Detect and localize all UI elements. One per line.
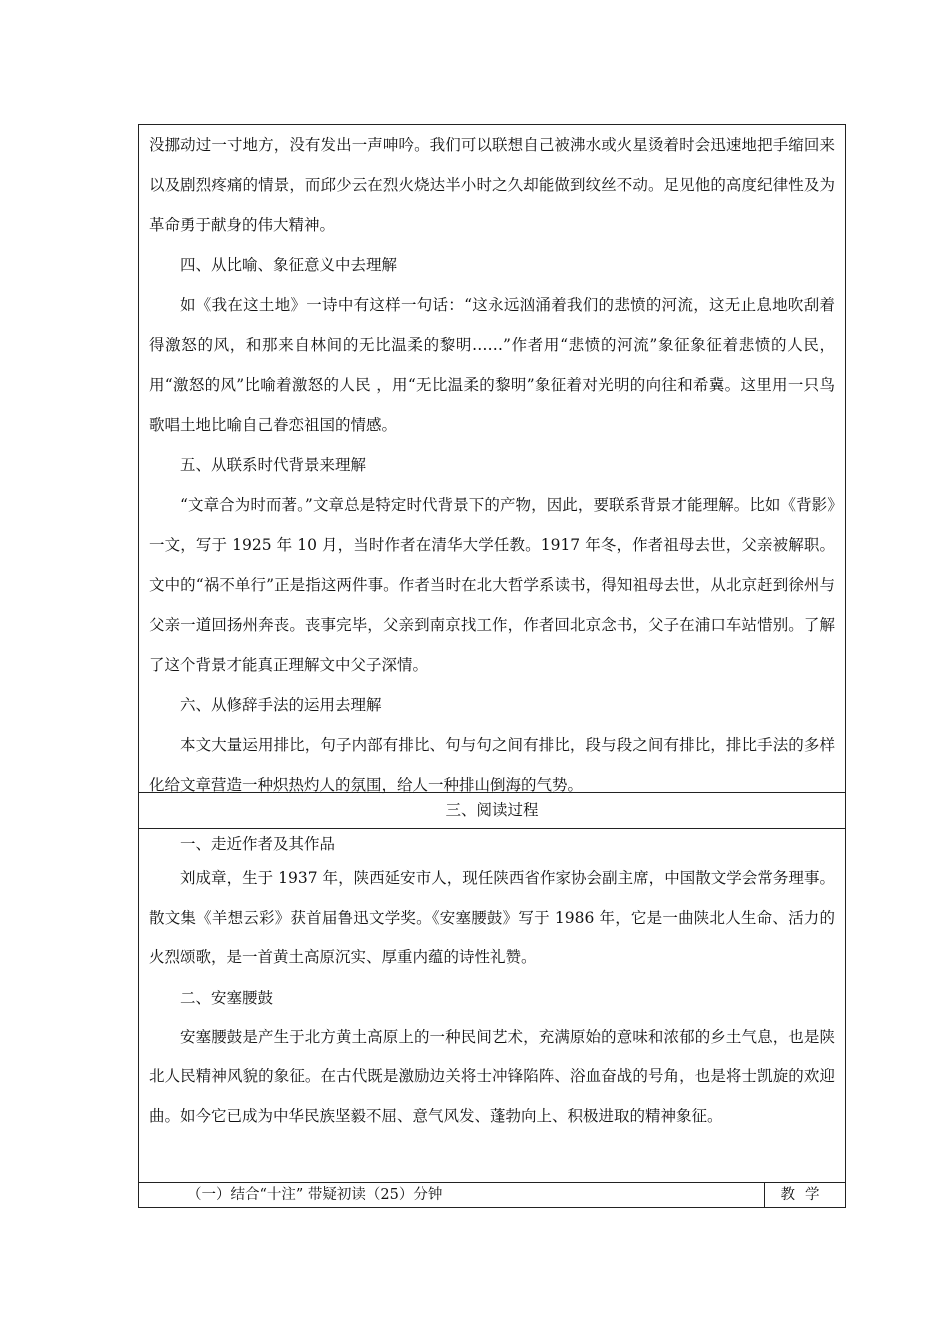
paragraph-background: “文章合为时而著。”文章总是特定时代背景下的产物，因此，要联系背景才能理解。比如《背影》一文，写于 1925 年 10 月，当时作者在清华大学任教。1917 年冬，作者祖母去世，父亲被解职。文中的“祸不单行”正是指这两件事。作者当时在北大哲学系读书，得知祖母去世，从北京赶到徐州与父亲一道回扬州奔丧。丧事完毕，父亲到南京找工作，作者回北京念书，父子在浦口车站惜别。了解了这个背景才能真正理解文中父子深情。 <box>149 496 835 674</box>
section-title-row <box>138 792 846 828</box>
paragraph-ansai: 安塞腰鼓是产生于北方黄土高原上的一种民间艺术，充满原始的意味和浓郁的乡土气息，也是陕北人民精神风貌的象征。在古代既是激励边关将士冲锋陷阵、浴血奋战的号角，也是将士凯旋的欢迎曲。如今它已成为中华民族坚毅不屈、意气风发、蓬勃向上、积极进取的精神象征。 <box>149 1027 835 1125</box>
table-footer-row <box>138 1182 846 1208</box>
heading-ansai: 二、安塞腰鼓 <box>180 988 274 1007</box>
heading-metaphor: 四、从比喻、象征意义中去理解 <box>180 256 398 274</box>
section-title: 三、阅读过程 <box>445 801 539 819</box>
paragraph-continued: 没挪动过一寸地方，没有发出一声呻吟。我们可以联想自己被沸水或火星烫着时会迅速地把手缩回来以及剧烈疼痛的情景，而邱少云在烈火烧达半小时之久却能做到纹丝不动。足见他的高度纪律性及为革命勇于献身的伟大精神。 <box>149 136 835 234</box>
reading-step-label: （一）结合“十注” 带疑初读（25）分钟 <box>139 1183 765 1207</box>
heading-author: 一、走近作者及其作品 <box>180 835 336 853</box>
teaching-label: 教学 <box>780 1187 830 1203</box>
heading-background: 五、从联系时代背景来理解 <box>180 456 367 474</box>
heading-rhetoric: 六、从修辞手法的运用去理解 <box>180 696 382 714</box>
paragraph-metaphor: 如《我在这土地》一诗中有这样一句话：“这永远汹涌着我们的悲愤的河流，这无止息地吹刮着得激怒的风，和那来自林间的无比温柔的黎明……”作者用“悲愤的河流”象征象征着悲愤的人民，用“激怒的风”比喻着激怒的人民 ，用“无比温柔的黎明”象征着对光明的向往和希冀。这里用一只鸟歌唱土地比喻自己眷恋祖国的情感。 <box>149 296 835 434</box>
paragraph-rhetoric: 本文大量运用排比，句子内部有排比、句与句之间有排比，段与段之间有排比，排比手法的多样化给文章营造一种炽热灼人的氛围，给人一种排山倒海的气势。 <box>149 736 835 794</box>
paragraph-author: 刘成章，生于 1937 年，陕西延安市人，现任陕西省作家协会副主席，中国散文学会常务理事。散文集《羊想云彩》获首届鲁迅文学奖。《安塞腰鼓》写于 1986 年，它是一曲陕北人生命、活力的火烈颂歌，是一首黄土高原沉实、厚重内蕴的诗性礼赞。 <box>149 869 835 966</box>
text-section-comprehension <box>138 124 846 792</box>
text-section-reading <box>138 828 846 1182</box>
